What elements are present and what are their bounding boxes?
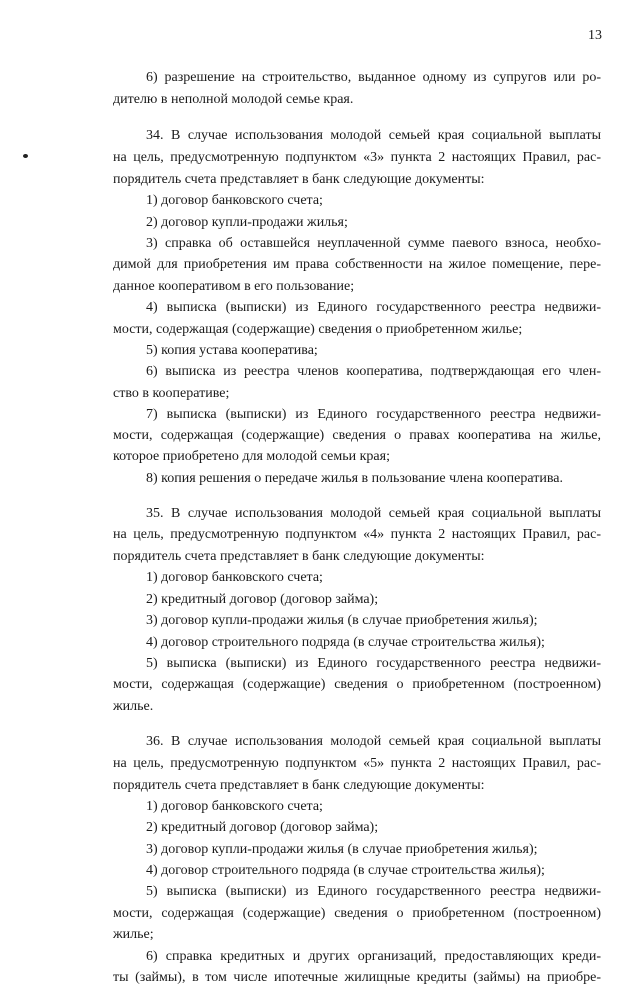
text-line: 1) договор банковского счета; xyxy=(146,193,323,208)
text-line: димой для приобретения им права собственности на жилое помещение, пере- xyxy=(113,257,601,272)
text-line: 4) договор строительного подряда (в случае строительства жилья); xyxy=(146,635,545,650)
text-line: 7) выписка (выписки) из Единого государственного реестра недвижи- xyxy=(146,407,601,422)
text-line: 5) выписка (выписки) из Единого государственного реестра недвижи- xyxy=(146,884,601,899)
text-line: 35. В случае использования молодой семьей края социальной выплаты xyxy=(146,506,601,521)
text-line: которое приобретено для молодой семьи края; xyxy=(113,449,390,464)
text-line: порядитель счета представляет в банк следующие документы: xyxy=(113,172,485,187)
text-line: ты (займы), в том числе ипотечные жилищные кредиты (займы) на приобре- xyxy=(113,970,601,985)
text-line: 5) выписка (выписки) из Единого государственного реестра недвижи- xyxy=(146,656,601,671)
text-line: 4) договор строительного подряда (в случае строительства жилья); xyxy=(146,863,545,878)
text-line: 36. В случае использования молодой семьей края социальной выплаты xyxy=(146,734,601,749)
text-line: данное кооперативом в его пользование; xyxy=(113,279,355,294)
text-line: 6) выписка из реестра членов кооператива, подтверждающая его член- xyxy=(146,364,601,379)
text-line: ство в кооперативе; xyxy=(113,386,230,401)
text-line: 1) договор банковского счета; xyxy=(146,799,323,814)
text-line: 3) договор купли-продажи жилья (в случае приобретения жилья); xyxy=(146,842,538,857)
text-line: 1) договор банковского счета; xyxy=(146,570,323,585)
text-line: 5) копия устава кооператива; xyxy=(146,343,318,358)
text-line: мости, содержащая (содержащие) сведения о приобретенном (построенном) xyxy=(113,677,601,692)
text-line: 2) договор купли-продажи жилья; xyxy=(146,215,348,230)
text-line: 3) договор купли-продажи жилья (в случае приобретения жилья); xyxy=(146,613,538,628)
scan-speck xyxy=(23,154,28,158)
text-line: жилье. xyxy=(113,699,154,714)
text-line: порядитель счета представляет в банк следующие документы: xyxy=(113,778,485,793)
text-line: мости, содержащая (содержащие) сведения о приобретенном (построенном) xyxy=(113,906,601,921)
text-line: 6) справка кредитных и других организаций, предоставляющих креди- xyxy=(146,949,601,964)
text-line: на цель, предусмотренную подпунктом «5» пункта 2 настоящих Правил, рас- xyxy=(113,756,601,771)
text-line: 2) кредитный договор (договор займа); xyxy=(146,820,379,835)
text-line: 2) кредитный договор (договор займа); xyxy=(146,592,379,607)
text-line: порядитель счета представляет в банк следующие документы: xyxy=(113,549,485,564)
text-line: 4) выписка (выписки) из Единого государственного реестра недвижи- xyxy=(146,300,601,315)
text-line: 3) справка об оставшейся неуплаченной сумме паевого взноса, необхо- xyxy=(146,236,601,251)
page-number: 13 xyxy=(588,28,602,43)
text-line: на цель, предусмотренную подпунктом «3» пункта 2 настоящих Правил, рас- xyxy=(113,150,601,165)
text-line: дителю в неполной молодой семье края. xyxy=(113,92,354,107)
text-line: 34. В случае использования молодой семьей края социальной выплаты xyxy=(146,128,601,143)
text-line: мости, содержащая (содержащие) сведения о правах кооператива на жилье, xyxy=(113,428,601,443)
text-line: 8) копия решения о передаче жилья в пользование члена кооператива. xyxy=(146,471,563,486)
text-line: 6) разрешение на строительство, выданное одному из супругов или ро- xyxy=(146,70,601,85)
text-line: на цель, предусмотренную подпунктом «4» пункта 2 настоящих Правил, рас- xyxy=(113,527,601,542)
text-line: мости, содержащая (содержащие) сведения о приобретенном жилье; xyxy=(113,322,523,337)
text-line: жилье; xyxy=(113,927,154,942)
